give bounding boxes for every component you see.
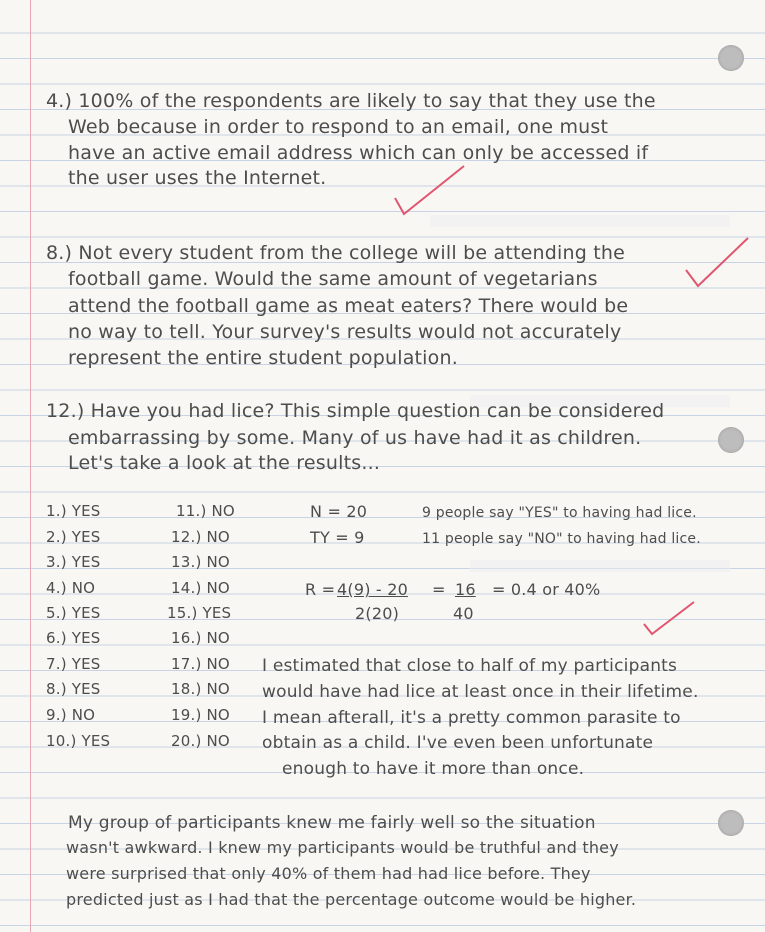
r-label: R = (305, 580, 336, 599)
response-item: 4.) NO (46, 579, 96, 597)
check-mark-icon (640, 598, 700, 638)
binder-hole-top (718, 45, 744, 71)
text-line: represent the entire student population. (68, 347, 458, 369)
text-line: football game. Would the same amount of vegetarians (68, 268, 598, 290)
check-mark-icon (390, 160, 470, 220)
text-line: embarrassing by some. Many of us have had it as children. (68, 427, 642, 449)
response-item: 2.) YES (46, 528, 101, 546)
response-item: 8.) YES (46, 680, 101, 698)
margin-line (30, 0, 31, 932)
text-line: wasn't awkward. I knew my participants would be truthful and they (66, 838, 619, 857)
yes-count-line: 9 people say "YES" to having had lice. (422, 505, 697, 521)
r-numerator: 4(9) - 20 (337, 580, 408, 599)
response-item: 18.) NO (171, 680, 230, 698)
text-line: were surprised that only 40% of them had had lice before. They (66, 864, 591, 883)
text-line: Let's take a look at the results... (68, 452, 381, 474)
response-item: 9.) NO (46, 706, 96, 724)
ty-value: TY = 9 (310, 528, 365, 547)
response-item: 5.) YES (46, 604, 101, 622)
binder-hole-bottom (718, 810, 744, 836)
response-item: 20.) NO (171, 732, 230, 750)
text-line: 12.) Have you had lice? This simple question can be considered (46, 400, 665, 422)
response-item: 10.) YES (46, 732, 111, 750)
response-item: 3.) YES (46, 553, 101, 571)
text-line: attend the football game as meat eaters? There would be (68, 295, 629, 317)
response-item: 11.) NO (176, 502, 235, 520)
response-item: 17.) NO (171, 655, 230, 673)
text-line: have an active email address which can only be accessed if (68, 142, 649, 164)
check-mark-icon (682, 232, 752, 292)
r-fraction-numerator: 16 (455, 580, 476, 599)
binder-hole-middle (718, 427, 744, 453)
response-item: 12.) NO (171, 528, 230, 546)
r-denominator: 2(20) (355, 604, 400, 623)
text-line: would have had lice at least once in their lifetime. (262, 682, 699, 702)
text-line: obtain as a child. I've even been unfortunate (262, 733, 654, 753)
response-item: 6.) YES (46, 629, 101, 647)
response-item: 16.) NO (171, 629, 230, 647)
text-line: enough to have it more than once. (282, 759, 585, 779)
text-line: predicted just as I had that the percentage outcome would be higher. (66, 890, 637, 909)
text-line: the user uses the Internet. (68, 167, 327, 189)
r-result: = 0.4 or 40% (492, 580, 601, 599)
text-line: no way to tell. Your survey's results would not accurately (68, 321, 622, 343)
no-count-line: 11 people say "NO" to having had lice. (422, 531, 701, 547)
text-line: I mean afterall, it's a pretty common parasite to (262, 708, 681, 728)
response-item: 13.) NO (171, 553, 230, 571)
text-line: My group of participants knew me fairly well so the situation (68, 813, 596, 833)
n-value: N = 20 (310, 502, 368, 521)
response-item: 1.) YES (46, 502, 101, 520)
equals-sign: = (432, 580, 446, 599)
text-line: 8.) Not every student from the college will be attending the (46, 242, 626, 264)
response-item: 7.) YES (46, 655, 101, 673)
response-item: 15.) YES (167, 604, 232, 622)
text-line: Web because in order to respond to an email, one must (68, 116, 609, 138)
text-line: 4.) 100% of the respondents are likely to say that they use the (46, 90, 656, 112)
response-item: 19.) NO (171, 706, 230, 724)
r-fraction-denominator: 40 (453, 604, 474, 623)
text-line: I estimated that close to half of my participants (262, 656, 678, 676)
response-item: 14.) NO (171, 579, 230, 597)
